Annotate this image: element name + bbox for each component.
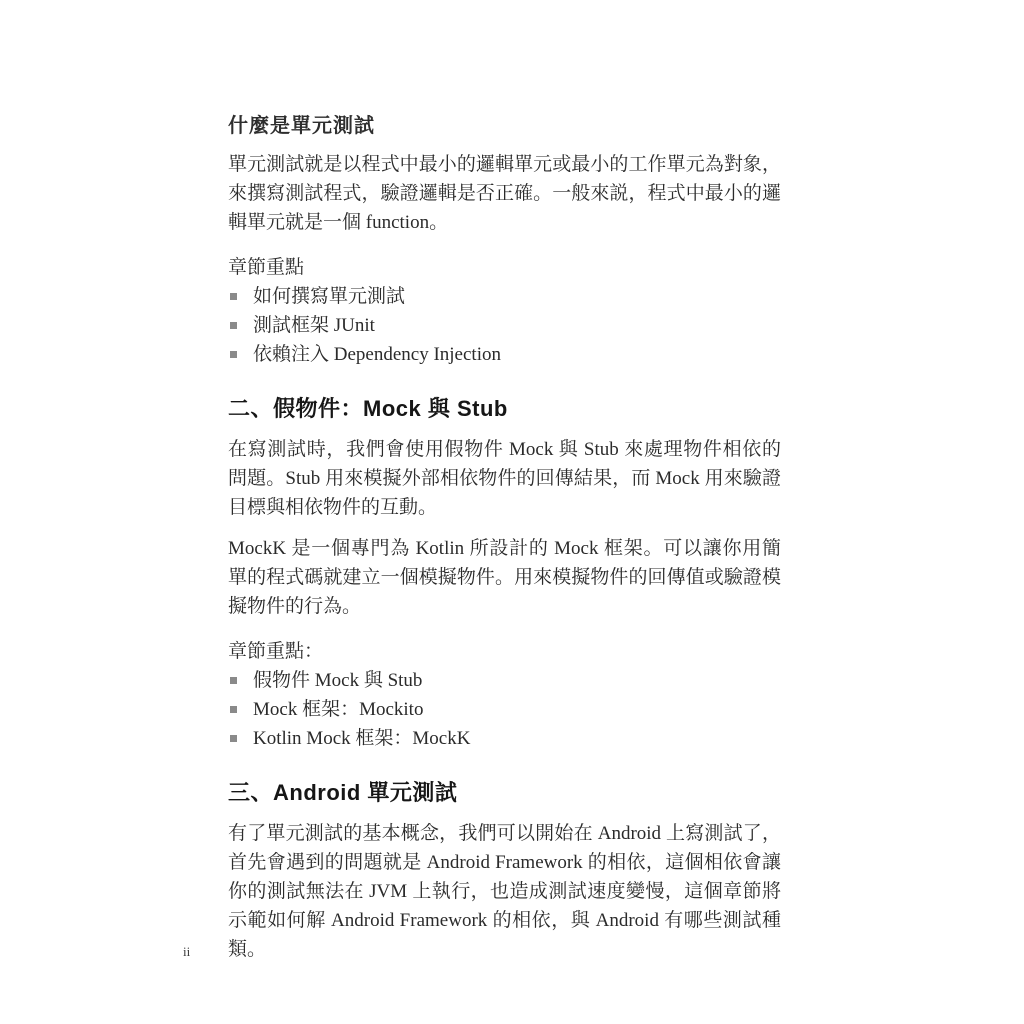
bullet-square-icon xyxy=(230,351,237,358)
list-item xyxy=(228,340,781,369)
list-item xyxy=(228,311,781,340)
list-item-text: 依賴注入 Dependency Injection xyxy=(253,344,501,365)
bullet-square-icon xyxy=(230,677,237,684)
list-item xyxy=(228,724,781,753)
bullet-square-icon xyxy=(230,735,237,742)
subheading-what-is-unit-testing: 什麼是單元測試 xyxy=(228,115,375,137)
page-number: ii xyxy=(183,944,191,959)
bullet-square-icon xyxy=(230,706,237,713)
section-2-paragraph-2: MockK 是一個專門為 Kotlin 所設計的 Mock 框架。可以讓你用簡單的程式碼就建立一個模擬物件。用來模擬物件的回傳值或驗證模擬物件的行為。 xyxy=(228,538,781,617)
highlights-list-1 xyxy=(228,282,781,369)
section-3-paragraph: 有了單元測試的基本概念，我們可以開始在 Android 上寫測試了，首先會遇到的問題就是 Android Framework 的相依，這個相依會讓你的測試無法在 JVM 上執行，也造成測試速度變慢，這個章節將示範如何解 Android Framework 的相依，與 Android 有哪些測試種類。 xyxy=(228,823,781,960)
section-2-title: 二、假物件：Mock 與 Stub xyxy=(228,396,508,421)
section-2-paragraph-1: 在寫測試時，我們會使用假物件 Mock 與 Stub 來處理物件相依的問題。Stub 用來模擬外部相依物件的回傳結果，而 Mock 用來驗證目標與相依物件的互動。 xyxy=(228,439,781,518)
bullet-square-icon xyxy=(230,322,237,329)
intro-paragraph: 單元測試就是以程式中最小的邏輯單元或最小的工作單元為對象，來撰寫測試程式，驗證邏輯是否正確。一般來説，程式中最小的邏輯單元就是一個 function。 xyxy=(228,154,781,233)
highlights-label-1: 章節重點 xyxy=(228,257,305,278)
section-3-title: 三、Android 單元測試 xyxy=(228,780,458,805)
list-item-text: Mock 框架：Mockito xyxy=(253,699,424,720)
highlights-list-2 xyxy=(228,666,781,753)
list-item-text: 測試框架 JUnit xyxy=(253,315,375,336)
list-item xyxy=(228,695,781,724)
highlights-label-2: 章節重點： xyxy=(228,641,324,662)
list-item-text: 如何撰寫單元測試 xyxy=(253,286,406,307)
bullet-square-icon xyxy=(230,293,237,300)
list-item-text: 假物件 Mock 與 Stub xyxy=(253,670,423,691)
page-content xyxy=(228,114,781,964)
list-item xyxy=(228,666,781,695)
list-item xyxy=(228,282,781,311)
list-item-text: Kotlin Mock 框架：MockK xyxy=(253,728,471,749)
